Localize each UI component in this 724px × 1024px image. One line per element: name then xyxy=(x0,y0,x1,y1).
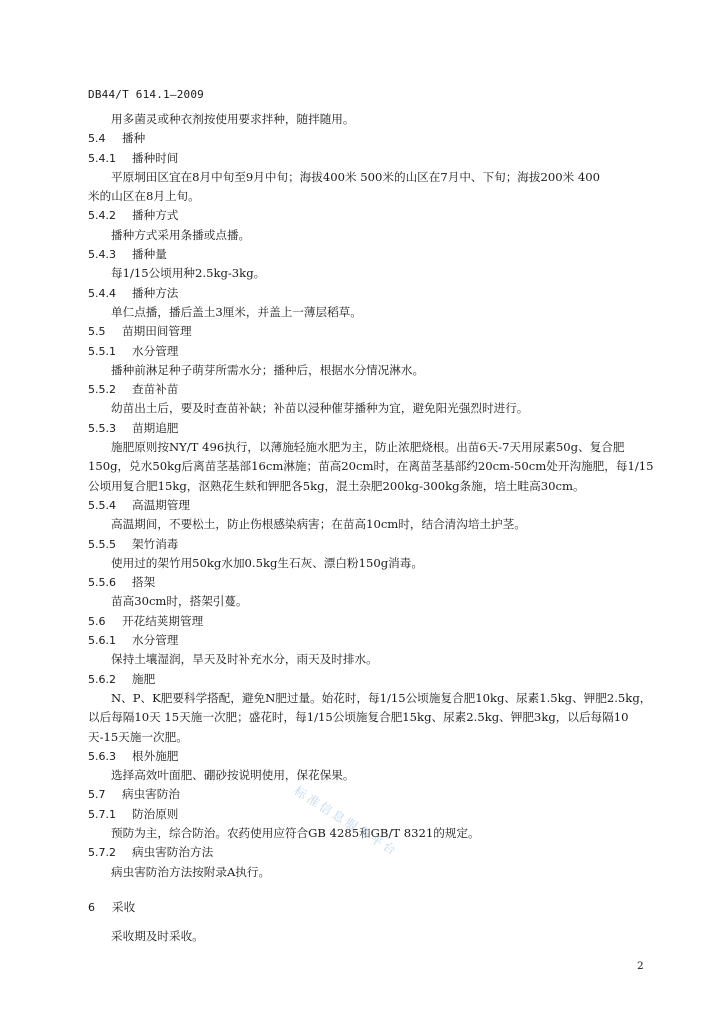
section-title: 病虫害防治方法 xyxy=(132,845,214,860)
section-heading xyxy=(88,612,664,631)
paragraph-line: 苗高30cm时，搭架引蔓。 xyxy=(111,594,248,609)
section-heading xyxy=(88,573,664,592)
section-title: 苗期田间管理 xyxy=(122,324,192,339)
section-title: 搭架 xyxy=(132,575,156,590)
section-heading xyxy=(88,805,664,824)
section-title: 病虫害防治 xyxy=(122,787,180,802)
paragraph-line: 用多菌灵或种衣剂按使用要求拌种，随拌随用。 xyxy=(111,112,355,126)
paragraph-line: 150g，兑水50kg后离苗茎基部16cm淋施；苗高20cm时，在离苗茎基部约20cm-50cm处开沟施肥，每1/15 xyxy=(88,459,654,474)
document-header-id: DB44/T 614.1—2009 xyxy=(88,88,204,101)
paragraph-line: 以后每隔10天 15天施一次肥；盛花时，每1/15公顷施复合肥15kg、尿素2.5kg、钾肥3kg，以后每隔10 xyxy=(88,710,629,725)
section-number: 5.6.1 xyxy=(88,634,116,648)
section-number: 6 xyxy=(88,900,95,914)
section-heading xyxy=(88,631,664,650)
section-number: 5.5.2 xyxy=(88,383,116,397)
section-number: 5.4.3 xyxy=(88,248,116,262)
section-heading xyxy=(88,535,664,554)
section-title: 播种量 xyxy=(132,247,167,262)
section-number: 5.5 xyxy=(88,325,106,339)
section-heading xyxy=(88,380,664,399)
section-number: 5.5.5 xyxy=(88,537,116,551)
paragraph-line: 播种前淋足种子萌芽所需水分；播种后，根据水分情况淋水。 xyxy=(111,362,425,377)
section-heading xyxy=(88,342,664,361)
section-number: 5.6.3 xyxy=(88,749,116,763)
section-heading xyxy=(88,496,664,515)
section-number: 5.6 xyxy=(88,614,106,628)
section-title: 苗期追肥 xyxy=(132,420,179,435)
paragraph-line: 使用过的架竹用50kg水加0.5kg生石灰、漂白粉150g消毒。 xyxy=(111,555,423,570)
section-heading xyxy=(88,419,664,438)
section-number: 5.5.6 xyxy=(88,576,116,590)
section-number: 5.7.1 xyxy=(88,807,116,821)
section-number: 5.4.4 xyxy=(88,286,116,300)
section-title: 高温期管理 xyxy=(132,497,190,512)
paragraph-line: 预防为主，综合防治。农药使用应符合GB 4285和GB/T 8321的规定。 xyxy=(111,825,480,840)
section-number: 5.5.1 xyxy=(88,344,116,358)
paragraph-line: 公顷用复合肥15kg，沤熟花生麸和钾肥各5kg，混土杂肥200kg-300kg条施，培土畦高30cm。 xyxy=(88,478,585,493)
section-number: 5.7.2 xyxy=(88,846,116,860)
document-body xyxy=(88,110,664,946)
section-title: 开花结荚期管理 xyxy=(122,613,204,628)
paragraph-line: 高温期间，不要松土，防止伤根感染病害；在苗高10cm时，结合清沟培土护茎。 xyxy=(111,517,526,532)
section-heading xyxy=(88,747,664,766)
section-heading xyxy=(88,322,664,341)
section-number: 5.4 xyxy=(88,132,106,146)
section-heading xyxy=(88,206,664,225)
section-title: 播种方法 xyxy=(132,285,179,300)
section-title: 播种时间 xyxy=(132,150,179,165)
section-number: 5.5.4 xyxy=(88,498,116,512)
paragraph-line: 单仁点播，播后盖土3厘米，并盖上一薄层稻草。 xyxy=(111,304,362,319)
section-number: 5.4.2 xyxy=(88,209,116,223)
section-heading xyxy=(88,149,664,168)
paragraph-line: 幼苗出土后，要及时查苗补缺；补苗以浸种催芽播种为宜，避免阳光强烈时进行。 xyxy=(111,401,529,416)
paragraph-line: 天-15天施一次肥。 xyxy=(88,729,188,744)
paragraph-line: 每1/15公顷用种2.5kg-3kg。 xyxy=(111,266,266,281)
paragraph-line: 播种方式采用条播或点播。 xyxy=(111,227,251,242)
watermark: 标准信息服务平台 xyxy=(291,783,401,860)
section-title: 采收 xyxy=(112,899,136,914)
section-heading xyxy=(88,785,664,804)
section-title: 水分管理 xyxy=(132,633,179,648)
section-heading xyxy=(88,898,664,917)
section-number: 5.5.3 xyxy=(88,421,116,435)
spacer xyxy=(88,882,664,898)
section-title: 施肥 xyxy=(132,671,156,686)
paragraph-line: 病虫害防治方法按附录A执行。 xyxy=(111,864,271,879)
paragraph-line: 米的山区在8月上旬。 xyxy=(88,189,200,204)
paragraph-line: 采收期及时采收。 xyxy=(111,929,204,944)
page-number: 2 xyxy=(637,960,644,972)
spacer xyxy=(88,917,664,927)
section-title: 水分管理 xyxy=(132,343,179,358)
paragraph-line: N、P、K肥要科学搭配，避免N肥过量。始花时，每1/15公顷施复合肥10kg、尿素1.5kg、钾肥2.5kg， xyxy=(111,690,652,705)
section-heading xyxy=(88,129,664,148)
paragraph-line: 保持土壤湿润，旱天及时补充水分，雨天及时排水。 xyxy=(111,652,378,667)
section-title: 防治原则 xyxy=(132,806,179,821)
section-number: 5.6.2 xyxy=(88,672,116,686)
section-heading xyxy=(88,670,664,689)
paragraph-line: 施肥原则按NY/T 496执行，以薄施轻施水肥为主，防止浓肥烧根。出苗6天-7天用尿素50g、复合肥 xyxy=(111,440,625,455)
section-title: 播种 xyxy=(122,131,146,146)
section-heading xyxy=(88,284,664,303)
section-heading xyxy=(88,245,664,264)
section-title: 播种方式 xyxy=(132,208,179,223)
section-title: 架竹消毒 xyxy=(132,536,179,551)
paragraph-line: 平原垌田区宜在8月中旬至9月中旬；海拔400米 500米的山区在7月中、下旬；海拔200米 400 xyxy=(111,169,601,184)
section-number: 5.7 xyxy=(88,788,106,802)
section-title: 根外施肥 xyxy=(132,748,179,763)
paragraph-line: 选择高效叶面肥、硼砂按说明使用，保花保果。 xyxy=(111,768,355,783)
section-number: 5.4.1 xyxy=(88,151,116,165)
section-title: 查苗补苗 xyxy=(132,382,179,397)
